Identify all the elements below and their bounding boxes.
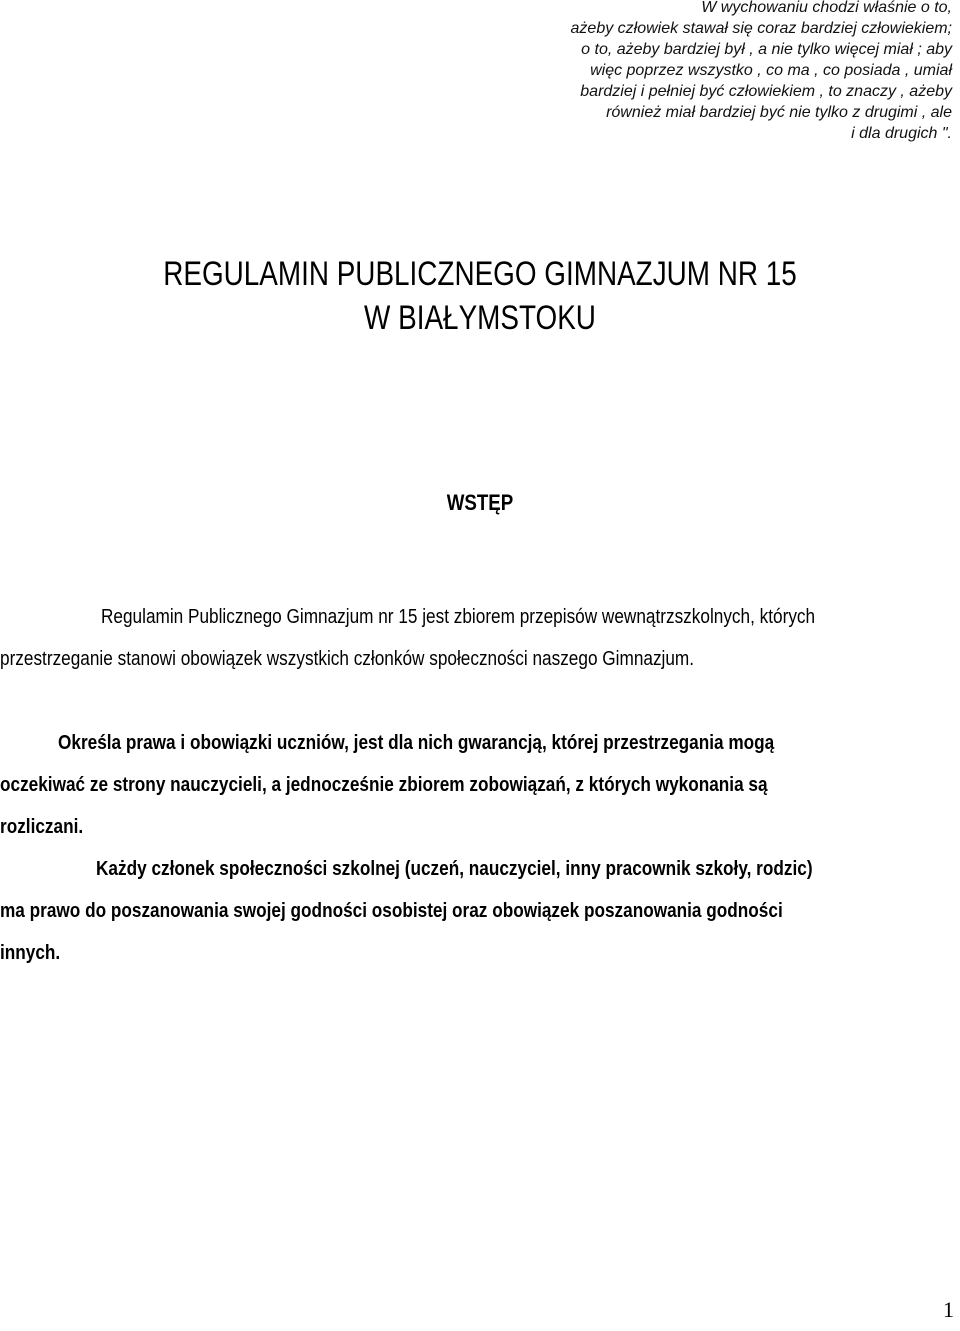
- paragraph-line: Regulamin Publicznego Gimnazjum nr 15 jest zbiorem przepisów wewnątrzszkolnych, których: [101, 606, 816, 628]
- motto-line: również miał bardziej być nie tylko z drugimi , ale: [606, 104, 952, 121]
- document-title: [86, 252, 873, 340]
- paragraph-line: Określa prawa i obowiązki uczniów, jest dla nich gwarancją, której przestrzegania mogą: [58, 732, 775, 754]
- paragraph-line: oczekiwać ze strony nauczycieli, a jednocześnie zbiorem zobowiązań, z których wykonania są: [0, 774, 768, 796]
- page-number: 1: [943, 1297, 954, 1322]
- motto-line: W wychowaniu chodzi właśnie o to,: [701, 0, 952, 16]
- paragraph-line: Każdy członek społeczności szkolnej (uczeń, nauczyciel, inny pracownik szkoły, rodzic): [96, 858, 813, 880]
- paragraph-line: przestrzeganie stanowi obowiązek wszystkich członków społeczności naszego Gimnazjum.: [0, 648, 695, 670]
- motto-line: o to, ażeby bardziej był , a nie tylko więcej miał ; aby: [581, 41, 952, 58]
- motto-line: bardziej i pełniej być człowiekiem , to znaczy , ażeby: [580, 83, 952, 100]
- paragraph-line: ma prawo do poszanowania swojej godności osobistej oraz obowiązek poszanowania godności: [0, 900, 783, 922]
- title-line-2: W BIAŁYMSTOKU: [364, 299, 596, 337]
- paragraph-line: rozliczani.: [0, 816, 84, 838]
- motto-line: i dla drugich ".: [851, 125, 952, 142]
- motto-epigraph: [522, 0, 952, 144]
- motto-line: ażeby człowiek stawał się coraz bardziej człowiekiem;: [570, 20, 952, 37]
- motto-line: więc poprzez wszystko , co ma , co posiada , umiał: [590, 62, 952, 79]
- paragraph-line: innych.: [0, 942, 61, 964]
- section-heading: WSTĘP: [446, 490, 514, 515]
- title-line-1: REGULAMIN PUBLICZNEGO GIMNAZJUM NR 15: [163, 255, 797, 293]
